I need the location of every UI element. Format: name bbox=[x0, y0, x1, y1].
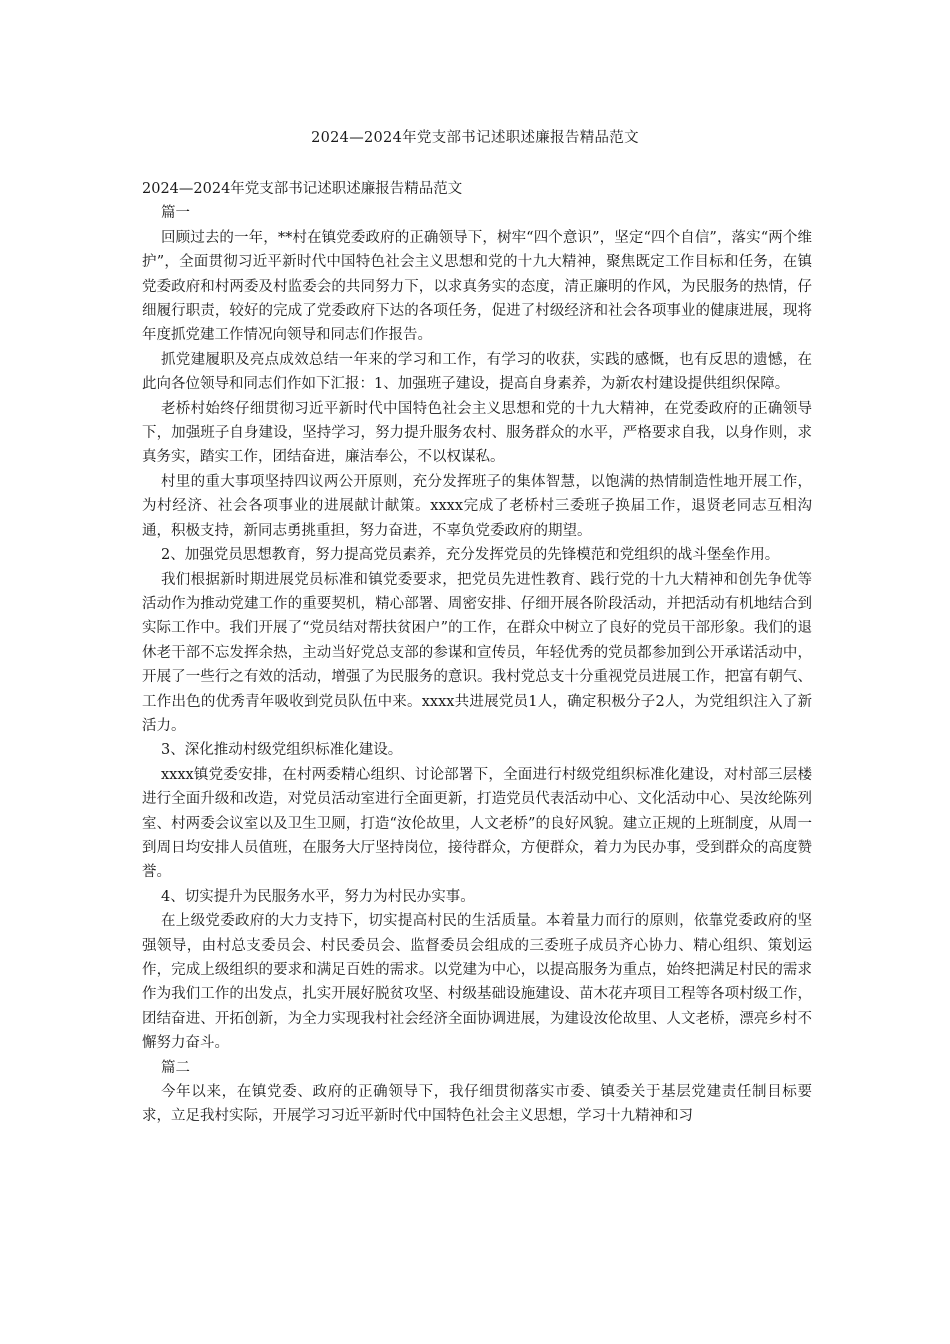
body-paragraph: 回顾过去的一年，**村在镇党委政府的正确领导下，树牢“四个意识”，坚定“四个自信”，落实“两个维护”，全面贯彻习近平新时代中国特色社会主义思想和党的十九大精神，聚焦既定工作目标和任务，在镇党委政府和村两委及村监委会的共同努力下，以求真务实的态度，清正廉明的作风，为民服务的热情，仔细履行职责，较好的完成了党委政府下达的各项任务，促进了村级经济和社会各项事业的健康进展，现将年度抓党建工作情况向领导和同志们作报告。 bbox=[142, 229, 812, 344]
document-body bbox=[142, 177, 812, 1129]
body-paragraph: 老桥村始终仔细贯彻习近平新时代中国特色社会主义思想和党的十九大精神，在党委政府的正确领导下，加强班子自身建设，坚持学习，努力提升服务农村、服务群众的水平，严格要求自我，以身作则，求真务实，踏实工作，团结奋进，廉洁奉公，不以权谋私。 bbox=[142, 400, 812, 466]
document-title: 2024—2024年党支部书记述职述廉报告精品范文 bbox=[311, 130, 639, 146]
body-paragraph: 今年以来，在镇党委、政府的正确领导下，我仔细贯彻落实市委、镇委关于基层党建责任制目标要求，立足我村实际，开展学习习近平新时代中国特色社会主义思想，学习十九精神和习 bbox=[142, 1084, 812, 1125]
body-paragraph: 4、切实提升为民服务水平，努力为村民办实事。 bbox=[161, 888, 475, 905]
body-paragraph: 在上级党委政府的大力支持下，切实提高村民的生活质量。本着量力而行的原则，依靠党委政府的坚强领导，由村总支委员会、村民委员会、监督委员会组成的三委班子成员齐心协力、精心组织、策划运作，完成上级组织的要求和满足百姓的需求。以党建为中心，以提高服务为重点，始终把满足村民的需求作为我们工作的出发点，扎实开展好脱贫攻坚、村级基础设施建设、苗木花卉项目工程等各项村级工作，团结奋进、开拓创新，为全力实现我村社会经济全面协调进展，为建设汝伦故里、人文老桥，漂亮乡村不懈努力奋斗。 bbox=[142, 913, 812, 1052]
body-paragraph: 村里的重大事项坚持四议两公开原则，充分发挥班子的集体智慧，以饱满的热情制造性地开展工作，为村经济、社会各项事业的进展献计献策。xxxx完成了老桥村三委班子换届工作，退贤老同志互相沟通，积极支持，新同志勇挑重担，努力奋进，不辜负党委政府的期望。 bbox=[142, 473, 812, 539]
body-paragraph: 我们根据新时期进展党员标准和镇党委要求，把党员先进性教育、践行党的十九大精神和创先争优等活动作为推动党建工作的重要契机，精心部署、周密安排、仔细开展各阶段活动，并把活动有机地结合到实际工作中。我们开展了“党员结对帮扶贫困户”的工作，在群众中树立了良好的党员干部形象。我们的退休老干部不忘发挥余热，主动当好党总支部的参谋和宣传员，年轻优秀的党员都参加到公开承诺活动中，开展了一些行之有效的活动，增强了为民服务的意识。我村党总支十分重视党员进展工作，把富有朝气、工作出色的优秀青年吸收到党员队伍中来。xxxx共进展党员1人，确定积极分子2人，为党组织注入了新活力。 bbox=[142, 571, 812, 734]
body-paragraph: xxxx镇党委安排，在村两委精心组织、讨论部署下，全面进行村级党组织标准化建设，对村部三层楼进行全面升级和改造，对党员活动室进行全面更新，打造党员代表活动中心、文化活动中心、吴汝纶陈列室、村两委会议室以及卫生卫厕，打造“汝伦故里，人文老桥”的良好风貌。建立正规的上班制度，从周一到周日均安排人员值班，在服务大厅坚持岗位，接待群众，方便群众，着力为民办事，受到群众的高度赞誉。 bbox=[142, 766, 812, 881]
body-paragraph: 3、深化推动村级党组织标准化建设。 bbox=[161, 742, 403, 759]
body-paragraph: 抓党建履职及亮点成效总结一年来的学习和工作，有学习的收获，实践的感慨，也有反思的遗憾，在此向各位领导和同志们作如下汇报：1、加强班子建设，提高自身素养，为新农村建设提供组织保障。 bbox=[142, 351, 812, 393]
body-paragraph: 2024—2024年党支部书记述职述廉报告精品范文 bbox=[142, 181, 463, 197]
body-paragraph: 2、加强党员思想教育，努力提高党员素养，充分发挥党员的先锋模范和党组织的战斗堡垒作用。 bbox=[161, 547, 780, 564]
body-paragraph: 篇一 bbox=[161, 205, 190, 222]
body-paragraph: 篇二 bbox=[161, 1059, 190, 1076]
